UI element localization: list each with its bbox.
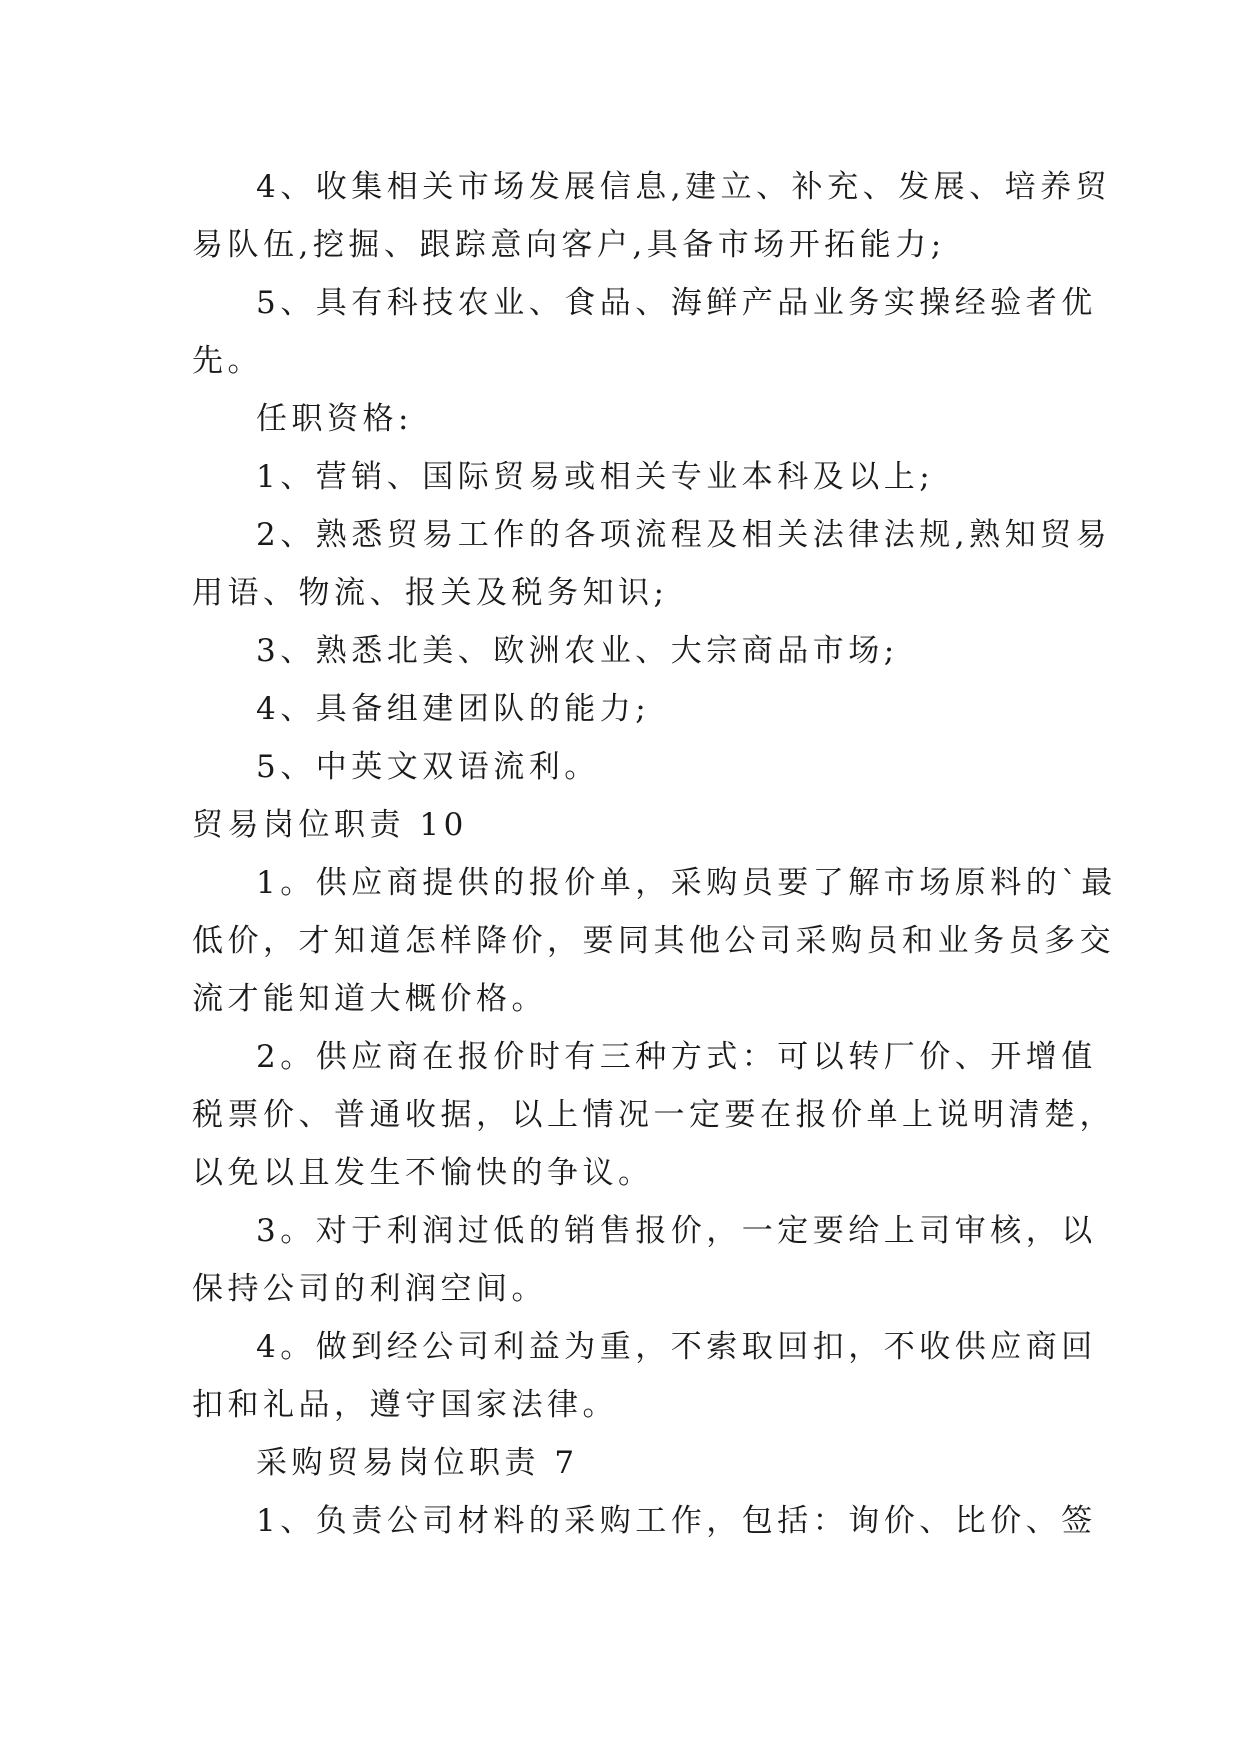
text-line: 扣和礼品，遵守国家法律。 <box>192 1387 618 1423</box>
text-line: 1、负责公司材料的采购工作，包括：询价、比价、签 <box>256 1503 1097 1539</box>
text-line: 保持公司的利润空间。 <box>192 1271 547 1307</box>
text-line: 4、收集相关市场发展信息,建立、补充、发展、培养贸 <box>256 169 1112 205</box>
text-line: 5、中英文双语流利。 <box>256 749 600 785</box>
section-heading: 采购贸易岗位职责 7 <box>256 1445 579 1481</box>
text-line: 以免以且发生不愉快的争议。 <box>192 1155 654 1191</box>
text-line: 流才能知道大概价格。 <box>192 981 547 1017</box>
section-heading: 贸易岗位职责 10 <box>192 807 468 843</box>
document-page <box>192 158 1117 1550</box>
text-line: 先。 <box>192 343 263 379</box>
text-line: 2。供应商在报价时有三种方式：可以转厂价、开增值 <box>256 1039 1097 1075</box>
text-line: 4、具备组建团队的能力; <box>256 691 651 727</box>
text-line: 易队伍,挖掘、跟踪意向客户,具备市场开拓能力; <box>192 227 946 263</box>
section-label: 任职资格: <box>256 401 413 437</box>
text-line: 税票价、普通收据，以上情况一定要在报价单上说明清楚， <box>192 1097 1115 1133</box>
text-line: 4。做到经公司利益为重，不索取回扣，不收供应商回 <box>256 1329 1097 1365</box>
text-line: 3、熟悉北美、欧洲农业、大宗商品市场; <box>256 633 899 669</box>
text-line: 1。供应商提供的报价单，采购员要了解市场原料的`最 <box>256 865 1117 901</box>
text-line: 低价，才知道怎样降价，要同其他公司采购员和业务员多交 <box>192 923 1115 959</box>
text-line: 2、熟悉贸易工作的各项流程及相关法律法规,熟知贸易 <box>256 517 1112 553</box>
text-line: 用语、物流、报关及税务知识; <box>192 575 669 611</box>
text-line: 3。对于利润过低的销售报价，一定要给上司审核，以 <box>256 1213 1097 1249</box>
text-line: 5、具有科技农业、食品、海鲜产品业务实操经验者优 <box>256 285 1097 321</box>
text-line: 1、营销、国际贸易或相关专业本科及以上; <box>256 459 935 495</box>
